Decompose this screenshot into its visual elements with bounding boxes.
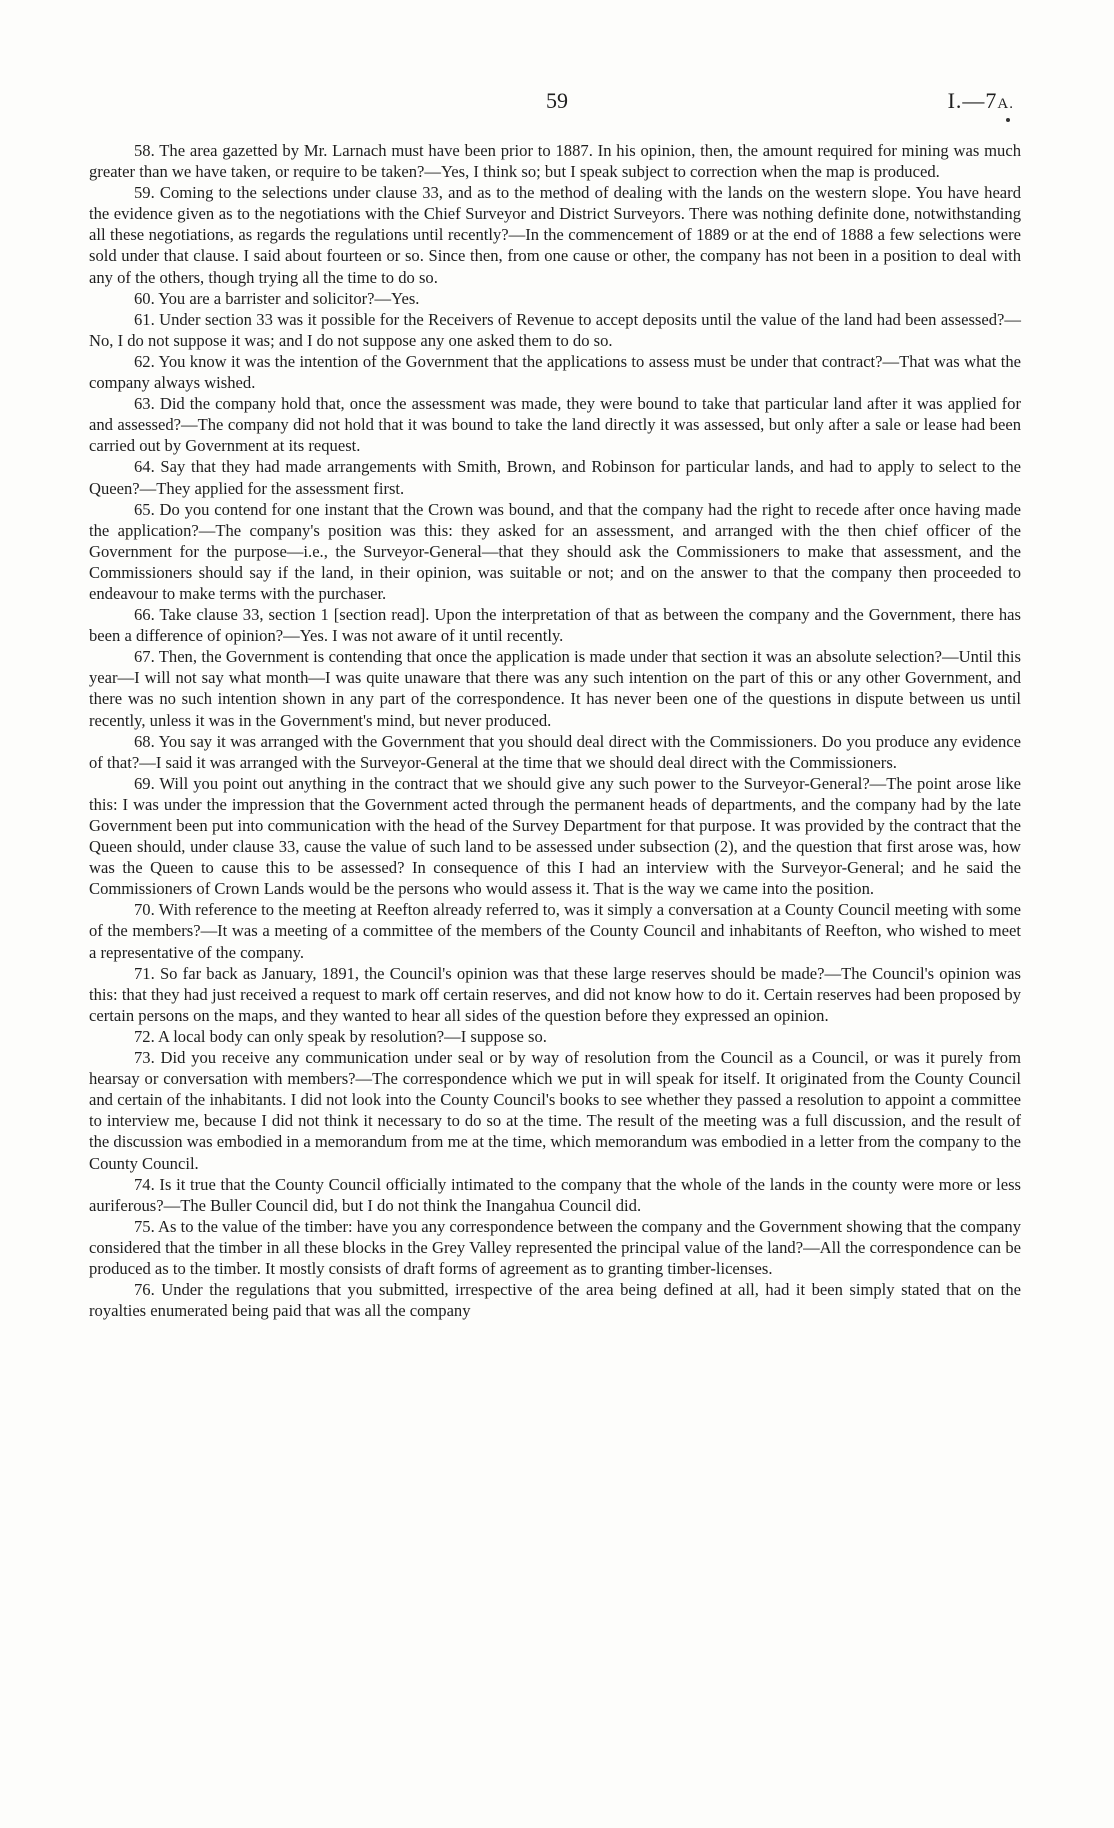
question-paragraph-72: 72. A local body can only speak by resolution?—I suppose so. bbox=[134, 1026, 547, 1046]
question-paragraph-58: 58. The area gazetted by Mr. Larnach must have been prior to 1887. In his opinion, then, the amount required for mining was much greater than we have taken, or require to be taken?—Yes, I think so; but I speak subject to correction when the map is produced. bbox=[89, 141, 1021, 182]
question-paragraph-76: 76. Under the regulations that you submitted, irrespective of the area being defined at all, had it been simply stated that on the royalties enumerated being paid that was all the company bbox=[89, 1280, 1021, 1321]
page-number: 59 bbox=[546, 88, 568, 113]
question-paragraph-70: 70. With reference to the meeting at Reefton already referred to, was it simply a conversation at a County Council meeting with some of the members?—It was a meeting of a committee of the members of the County Council and inhabitants of Reefton, who wished to meet a representative of the company. bbox=[89, 900, 1021, 962]
question-paragraph-75: 75. As to the value of the timber: have you any correspondence between the company and the Government showing that the company considered that the timber in all these blocks in the Grey Valley represented the principal value of the land?—All the correspondence can be produced as to the timber. It mostly consists of draft forms of agreement as to granting timber-licenses. bbox=[89, 1216, 1021, 1278]
question-paragraph-61: 61. Under section 33 was it possible for the Receivers of Revenue to accept deposits until the value of the land had been assessed?—No, I do not suppose it was; and I do not suppose any one asked them to do so. bbox=[89, 309, 1021, 350]
question-paragraph-66: 66. Take clause 33, section 1 [section read]. Upon the interpretation of that as between the company and the Government, there has been a difference of opinion?—Yes. I was not aware of it until recently. bbox=[89, 605, 1021, 646]
question-paragraph-73: 73. Did you receive any communication under seal or by way of resolution from the Council as a Council, or was it purely from hearsay or conversation with members?—The correspondence which we put in will speak for itself. It originated from the County Council and certain of the inhabitants. I did not look into the County Council's books to see whether they passed a resolution to appoint a committee to interview me, because I did not think it necessary to do so at the time. The result of the meeting was a full discussion, and the result of the discussion was embodied in a memorandum from me at the time, which memorandum was embodied in a letter from the company to the County Council. bbox=[89, 1048, 1021, 1173]
question-paragraph-59: 59. Coming to the selections under clause 33, and as to the method of dealing with the lands on the western slope. You have heard the evidence given as to the negotiations with the Chief Surveyor and District Surveyors. There was nothing definite done, notwithstanding all these negotiations, as regards the regulations until recently?—In the commencement of 1889 or at the end of 1888 a few selections were sold under that clause. I said about fourteen or so. Since then, from one cause or other, the company has not been in a position to deal with any of the others, though trying all the time to do so. bbox=[89, 183, 1021, 287]
question-paragraph-64: 64. Say that they had made arrangements with Smith, Brown, and Robinson for particular lands, and had to apply to select to the Queen?—They applied for the assessment first. bbox=[89, 457, 1021, 498]
question-paragraph-68: 68. You say it was arranged with the Government that you should deal direct with the Commissioners. Do you produce any evidence of that?—I said it was arranged with the Surveyor-General at the time that we should deal direct with the Commissioners. bbox=[89, 731, 1021, 772]
document-reference bbox=[948, 88, 1014, 114]
question-paragraph-63: 63. Did the company hold that, once the assessment was made, they were bound to take that particular land after it was applied for and assessed?—The company did not hold that it was bound to take the land directly it was assessed, but only after a sale or lease had been carried out by Government at its request. bbox=[89, 394, 1021, 456]
document-body bbox=[89, 140, 1021, 1321]
question-paragraph-62: 62. You know it was the intention of the Government that the applications to assess must be under that contract?—That was what the company always wished. bbox=[89, 351, 1021, 393]
document-reference-suffix: A. bbox=[997, 96, 1014, 112]
question-paragraph-71: 71. So far back as January, 1891, the Council's opinion was that these large reserves should be made?—The Council's opinion was this: that they had just received a request to mark off certain reserves, and did not know how to do it. Certain reserves had been proposed by certain persons on the maps, and they wanted to hear all sides of the question before they expressed an opinion. bbox=[89, 963, 1021, 1025]
question-paragraph-74: 74. Is it true that the County Council officially intimated to the company that the whole of the lands in the county were more or less auriferous?—The Buller Council did, but I do not think the Inangahua Council did. bbox=[89, 1174, 1021, 1215]
document-reference-main: I.—7 bbox=[947, 88, 998, 113]
question-paragraph-60: 60. You are a barrister and solicitor?—Yes. bbox=[134, 288, 420, 308]
question-paragraph-65: 65. Do you contend for one instant that the Crown was bound, and that the company had the right to recede after once having made the application?—The company's position was this: they asked for an assessment, and arranged with the then chief officer of the Government for the purpose—i.e., the Surveyor-General—that they should ask the Commissioners to make that assessment, and the Commissioners should say if the land, in their opinion, was suitable or not; and on the answer to that the company then proceeded to endeavour to make terms with the purchaser. bbox=[89, 499, 1021, 603]
question-paragraph-69: 69. Will you point out anything in the contract that we should give any such power to the Surveyor-General?—The point arose like this: I was under the impression that the Government acted through the permanent heads of departments, and the company had by the late Government been put into communication with the head of the Survey Department for that purpose. It was provided by the contract that the Queen should, under clause 33, cause the value of such land to be assessed under subsection (2), and the question that first arose was, how was the Queen to cause this to be assessed? In consequence of this I had an interview with the Surveyor-General; and he said the Commissioners of Crown Lands would be the persons who would assess it. That is the way we came into the position. bbox=[89, 773, 1021, 899]
question-paragraph-67: 67. Then, the Government is contending that once the application is made under that section it was an absolute selection?—Until this year—I will not say what month—I was quite unaware that there was any such intention on the part of this or any other Government, and there was no such intention shown in any part of the correspondence. It has never been one of the questions in dispute between us until recently, unless it was in the Government's mind, but never produced. bbox=[89, 647, 1021, 730]
page-header bbox=[0, 88, 1114, 118]
printer-dot bbox=[1006, 118, 1010, 122]
